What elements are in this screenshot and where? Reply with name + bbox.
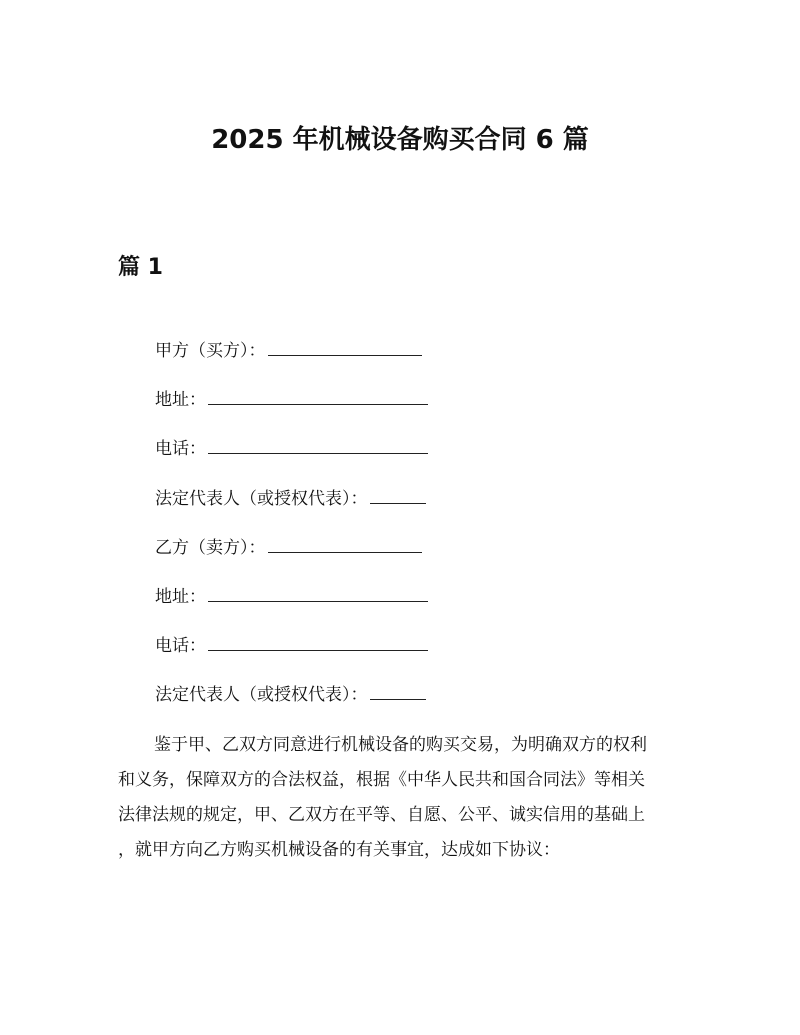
party-b-address-field — [155, 583, 428, 610]
paragraph-line: 和义务，保障双方的合法权益，根据《中华人民共和国合同法》等相关 — [118, 770, 645, 790]
party-a-name-field — [155, 337, 422, 364]
fill-blank-line — [208, 632, 428, 651]
party-a-representative-field — [155, 485, 426, 512]
field-label: 地址： — [155, 390, 206, 410]
party-b-name-field — [155, 534, 422, 561]
paragraph-line: 鉴于甲、乙双方同意进行机械设备的购买交易，为明确双方的权利 — [154, 735, 647, 755]
party-b-representative-field — [155, 681, 426, 708]
fill-blank-line — [208, 583, 428, 602]
preamble-paragraph — [118, 728, 688, 868]
fill-blank-line — [268, 337, 422, 356]
field-label: 电话： — [155, 439, 206, 459]
fill-blank-line — [370, 485, 426, 504]
section-heading: 篇 1 — [118, 255, 163, 280]
fill-blank-line — [370, 681, 426, 700]
field-label: 乙方（卖方）： — [155, 538, 266, 558]
paragraph-line: ，就甲方向乙方购买机械设备的有关事宜，达成如下协议： — [118, 840, 560, 860]
field-label: 法定代表人（或授权代表）： — [155, 685, 368, 705]
paragraph-line: 法律法规的规定，甲、乙双方在平等、自愿、公平、诚实信用的基础上 — [118, 805, 645, 825]
document-title: 2025 年机械设备购买合同 6 篇 — [211, 125, 589, 155]
party-b-phone-field — [155, 632, 428, 659]
fill-blank-line — [208, 386, 428, 405]
party-a-phone-field — [155, 435, 428, 462]
field-label: 法定代表人（或授权代表）： — [155, 489, 368, 509]
fill-blank-line — [268, 534, 422, 553]
field-label: 地址： — [155, 587, 206, 607]
field-label: 电话： — [155, 636, 206, 656]
field-label: 甲方（买方）： — [155, 341, 266, 361]
fill-blank-line — [208, 435, 428, 454]
party-a-address-field — [155, 386, 428, 413]
